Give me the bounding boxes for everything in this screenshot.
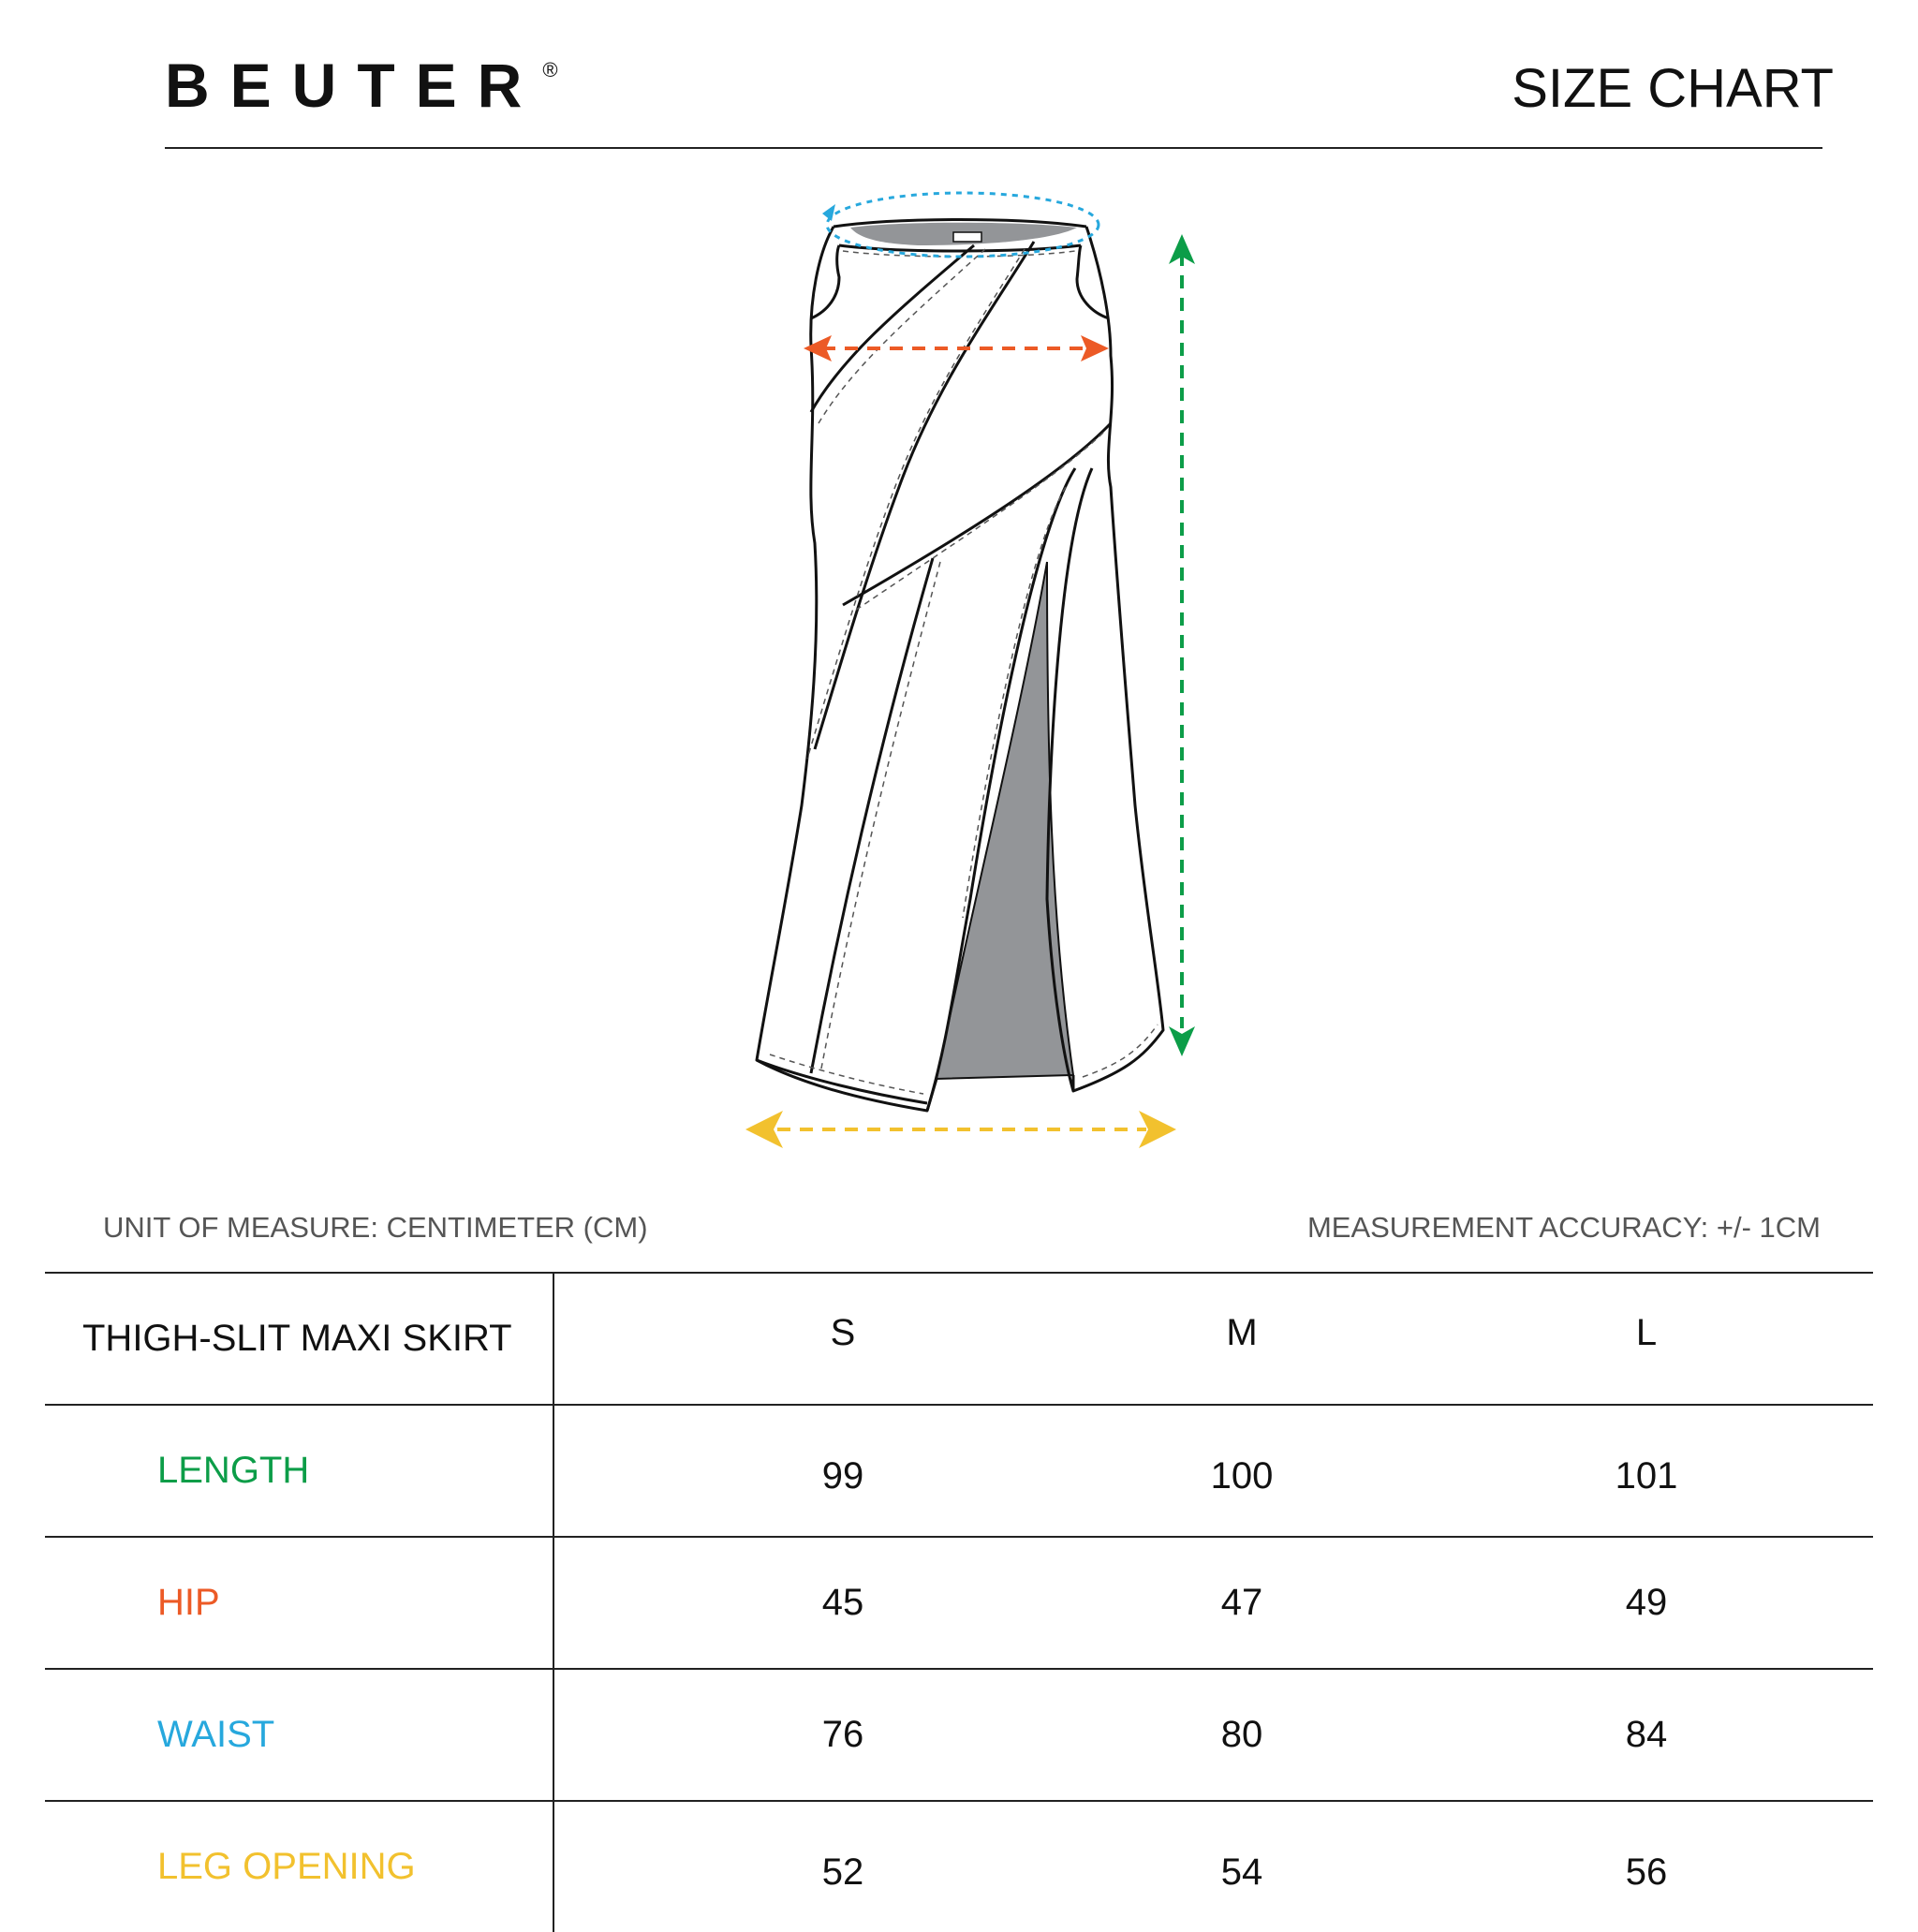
table-cell: 101: [1615, 1455, 1678, 1497]
wrap-panel-diagonal: [815, 242, 1034, 749]
size-header-m: M: [1226, 1312, 1258, 1353]
table-header-row: [45, 1272, 1873, 1404]
measure-label-length: LENGTH: [45, 1406, 554, 1536]
table-cell: 99: [821, 1455, 864, 1497]
right-pocket: [1077, 245, 1109, 318]
size-table: [45, 1272, 1873, 1932]
brand-tag: [953, 232, 981, 242]
waistband-bottom: [839, 245, 1081, 251]
table-cell: 49: [1625, 1582, 1668, 1623]
registered-mark: ®: [542, 58, 558, 81]
table-row-length: [45, 1404, 1873, 1536]
table-row-waist: [45, 1668, 1873, 1800]
table-cell: 80: [1220, 1714, 1263, 1755]
size-header-s: S: [830, 1312, 856, 1353]
table-cell: 76: [821, 1714, 864, 1755]
brand-name: BEUTER: [165, 51, 543, 120]
center-panel: [811, 558, 933, 1073]
table-cell: 54: [1220, 1851, 1263, 1893]
table-cell: 45: [821, 1582, 864, 1623]
table-cell: 47: [1220, 1582, 1263, 1623]
hem-line: [757, 1060, 927, 1103]
waist-arrowhead: [822, 204, 835, 221]
table-row-leg-opening: [45, 1800, 1873, 1932]
page-title: SIZE CHART: [1512, 58, 1834, 119]
table-row-hip: [45, 1536, 1873, 1668]
drape-top-edge: [811, 245, 974, 412]
slit-lining: [937, 562, 1073, 1079]
size-header-l: L: [1635, 1312, 1658, 1353]
table-cell: 56: [1625, 1851, 1668, 1893]
skirt-outline-left: [757, 227, 937, 1111]
product-name: THIGH-SLIT MAXI SKIRT: [45, 1274, 554, 1404]
measure-label-waist: WAIST: [45, 1670, 554, 1800]
measure-label-hip: HIP: [45, 1538, 554, 1668]
hip-arrow-right: [1081, 335, 1109, 361]
table-cell: 84: [1625, 1714, 1668, 1755]
drape-hem-curve: [843, 423, 1111, 605]
table-cell: 52: [821, 1851, 864, 1893]
table-cell: 100: [1210, 1455, 1274, 1497]
unit-of-measure: UNIT OF MEASURE: CENTIMETER (CM): [103, 1211, 648, 1244]
measure-label-leg-opening: LEG OPENING: [45, 1802, 554, 1932]
length-arrow-bottom: [1169, 1026, 1195, 1056]
measurement-accuracy: MEASUREMENT ACCURACY: +/- 1CM: [1306, 1211, 1821, 1244]
